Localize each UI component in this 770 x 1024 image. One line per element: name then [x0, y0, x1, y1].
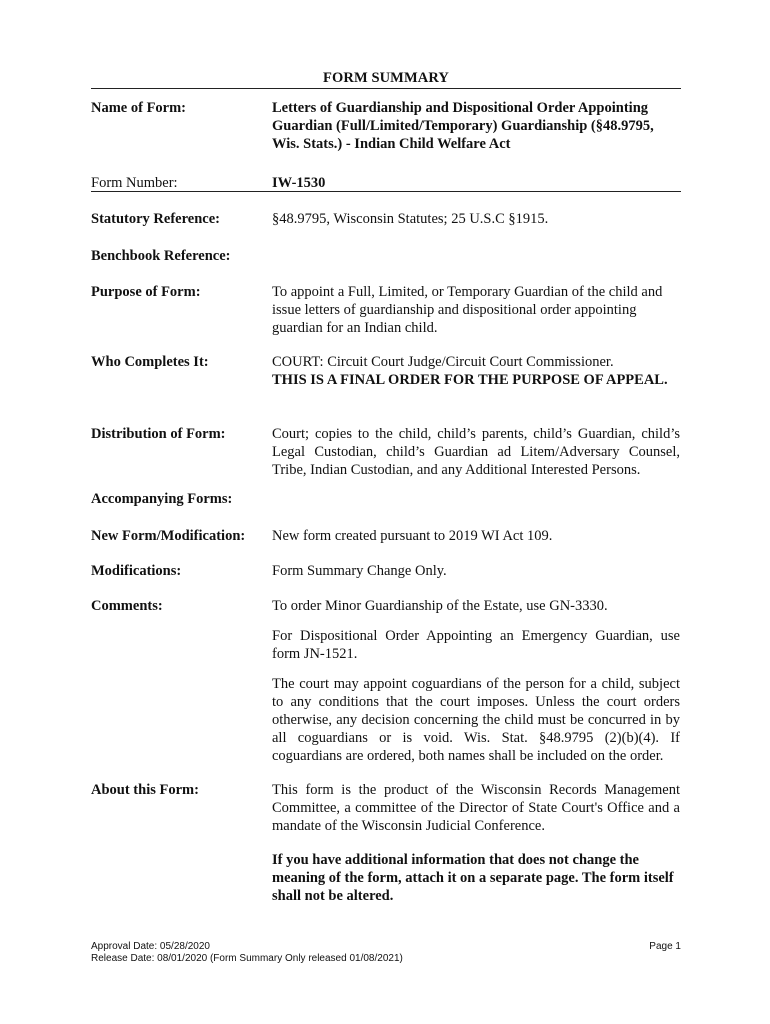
who-completes-it-text: COURT: Circuit Court Judge/Circuit Court Commissioner.	[272, 354, 614, 370]
form-number-label: Form Number:	[91, 175, 178, 191]
statutory-reference-label: Statutory Reference:	[91, 211, 220, 227]
comments-paragraph-3: The court may appoint coguardians of the person for a child, subject to any conditions that the court imposes. Unless the court orders otherwise, any decision concerning the child must be concurred in by all coguardians or is void. Wis. Stat. §48.9795 (2)(b)(4). If coguardians are ordered, both names shall be included on the order.	[272, 676, 680, 764]
name-of-form-label: Name of Form:	[91, 100, 187, 116]
modifications-value: Form Summary Change Only.	[272, 563, 447, 579]
form-number-divider	[91, 191, 681, 192]
about-paragraph-1: This form is the product of the Wisconsin Records Management Committee, a committee of the Director of State Court's Office and a mandate of the Wisconsin Judicial Conference.	[272, 782, 680, 834]
release-date: Release Date: 08/01/2020 (Form Summary Only released 01/08/2021)	[91, 953, 403, 964]
approval-date: Approval Date: 05/28/2020	[91, 941, 210, 952]
distribution-of-form-label: Distribution of Form:	[91, 426, 226, 442]
form-number-value: IW-1530	[272, 175, 326, 191]
about-this-form-label: About this Form:	[91, 782, 199, 798]
who-completes-it-label: Who Completes It:	[91, 354, 209, 370]
purpose-of-form-label: Purpose of Form:	[91, 284, 201, 300]
purpose-of-form-value: To appoint a Full, Limited, or Temporary Guardian of the child and issue letters of guardianship and dispositional order appointing guardian for an Indian child.	[272, 284, 663, 336]
comments-paragraph-1: To order Minor Guardianship of the Estate, use GN-3330.	[272, 598, 608, 614]
statutory-reference-value: §48.9795, Wisconsin Statutes; 25 U.S.C §1915.	[272, 211, 549, 227]
page-footer	[91, 941, 681, 965]
accompanying-forms-label: Accompanying Forms:	[91, 491, 233, 507]
comments-paragraph-2: For Dispositional Order Appointing an Emergency Guardian, use form JN-1521.	[272, 628, 680, 662]
name-of-form-value: Letters of Guardianship and Dispositional Order Appointing Guardian (Full/Limited/Temporary) Guardianship (§48.9795, Wis. Stats.) - Indian Child Welfare Act	[272, 100, 654, 152]
title-divider	[91, 88, 681, 89]
benchbook-reference-label: Benchbook Reference:	[91, 248, 231, 264]
page-title: FORM SUMMARY	[323, 70, 449, 86]
final-order-notice: THIS IS A FINAL ORDER FOR THE PURPOSE OF APPEAL.	[272, 372, 668, 388]
who-completes-it-value	[272, 353, 680, 389]
new-form-modification-label: New Form/Modification:	[91, 528, 246, 544]
about-this-form-value	[272, 781, 680, 905]
about-paragraph-2: If you have additional information that does not change the meaning of the form, attach it on a separate page. The form itself shall not be altered.	[272, 852, 674, 904]
comments-label: Comments:	[91, 598, 163, 614]
distribution-of-form-value: Court; copies to the child, child’s parents, child’s Guardian, child’s Legal Custodian, child’s Guardian ad Litem/Adversary Counsel, Tribe, Indian Custodian, and any Additional Interested Persons.	[272, 426, 680, 478]
page-number: Page 1	[649, 941, 681, 952]
new-form-modification-value: New form created pursuant to 2019 WI Act 109.	[272, 528, 553, 544]
comments-value	[272, 597, 680, 765]
modifications-label: Modifications:	[91, 563, 182, 579]
